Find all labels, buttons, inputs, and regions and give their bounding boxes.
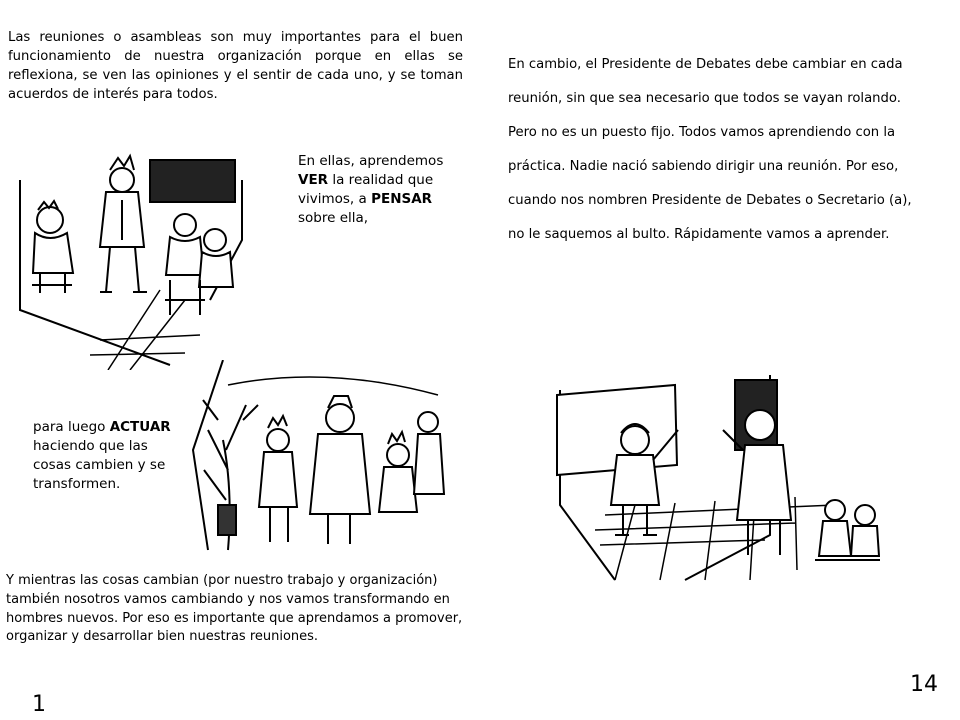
right-line-2: reunión, sin que sea necesario que todos se vayan rolando. [508,91,901,106]
actuar-text-1: para luego [33,419,110,435]
meeting-sketch-icon [10,140,280,370]
page-number-left: 1 [32,692,46,717]
actuar-keyword: ACTUAR [109,419,171,435]
actuar-caption [33,418,183,494]
group-outdoors-sketch-icon [188,360,453,560]
ver-keyword: VER [298,172,329,188]
intro-paragraph: Las reuniones o asambleas son muy importantes para el buen funcionamiento de nuestra organización porque en ellas se reflexiona, se ven las opiniones y el sentir de cada uno, y se toman acuerdos de interés para todos. [8,30,463,102]
actuar-text-2: haciendo que las cosas cambien y se transformen. [33,438,166,492]
presenter-chalkboard-sketch-icon [535,355,880,585]
right-column-text [508,48,958,252]
ellas-caption [298,152,468,228]
pensar-keyword: PENSAR [371,191,433,207]
right-line-3: Pero no es un puesto fijo. Todos vamos aprendiendo con la [508,125,896,140]
right-line-1: En cambio, el Presidente de Debates debe cambiar en cada [508,57,903,72]
ellas-text-3: sobre ella, [298,210,369,226]
right-line-6: no le saquemos al bulto. Rápidamente vamos a aprender. [508,227,890,242]
ellas-text-1: En ellas, aprendemos [298,153,444,169]
mientras-paragraph: Y mientras las cosas cambian (por nuestro trabajo y organización) también nosotros vamos cambiando y nos vamos transformando en hombres nuevos. Por eso es importante que aprendamos a promover, organizar y desarrollar bien nuestras reuniones. [6,573,463,645]
ellas-text-2: la realidad que vivimos, a [298,172,434,207]
page-number-right: 14 [910,672,938,697]
right-line-4: práctica. Nadie nació sabiendo dirigir una reunión. Por eso, [508,159,899,174]
right-line-5: cuando nos nombren Presidente de Debates o Secretario (a), [508,193,912,208]
